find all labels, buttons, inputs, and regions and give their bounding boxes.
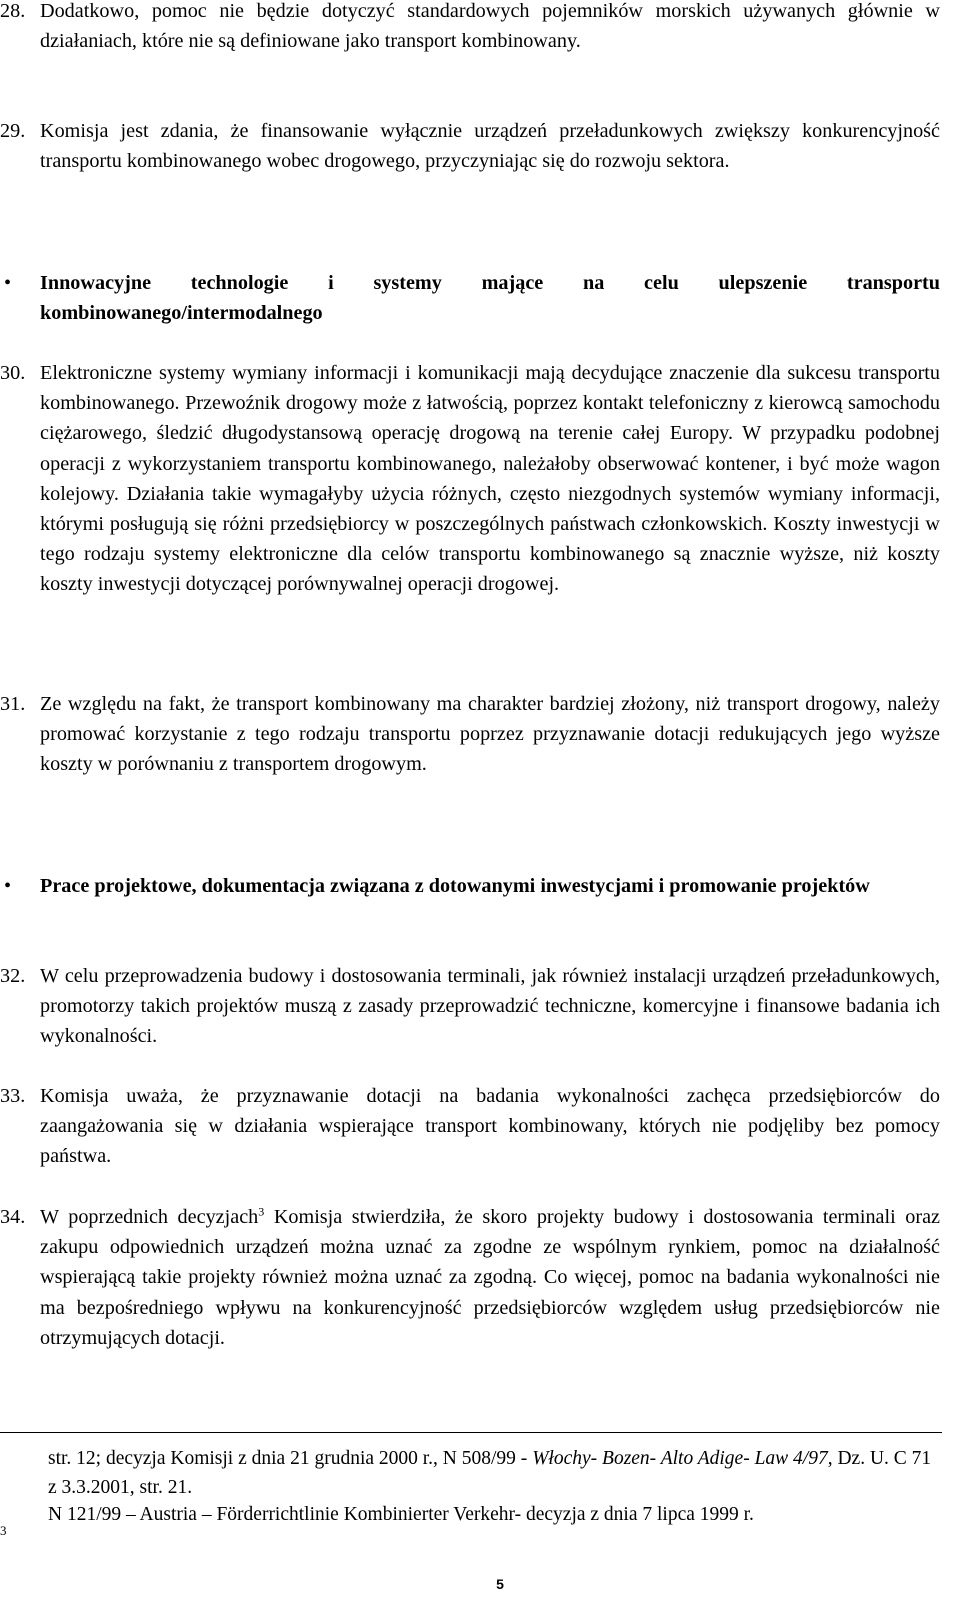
paragraph-number: 33. <box>0 1085 26 1107</box>
paragraph-number: 30. <box>0 362 26 384</box>
paragraph-number: 31. <box>0 693 26 715</box>
paragraph-33 <box>0 1081 940 1172</box>
paragraph-31 <box>0 689 940 780</box>
section-heading-project-work <box>0 871 940 901</box>
paragraph-28 <box>0 0 940 56</box>
footnote-case-title: Włochy- Bozen- Alto Adige- Law 4/97 <box>532 1448 828 1469</box>
paragraph-number: 28. <box>0 0 26 22</box>
footnote-text-start: str. 12; decyzja Komisji z dnia 21 grudnia 2000 r., N 508/99 - <box>48 1448 533 1469</box>
paragraph-text: Ze względu na fakt, że transport kombinowany ma charakter bardziej złożony, niż transport drogowy, należy promować korzystanie z tego rodzaju transportu poprzez przyznawanie dotacji redukujących jego wyższe koszty w porównaniu z transportem drogowym. <box>40 693 940 776</box>
paragraph-text: Komisja uważa, że przyznawanie dotacji na badania wykonalności zachęca przedsiębiorców do zaangażowania się w działania wspierające transport kombinowany, których nie podjęliby bez pomocy państwa. <box>40 1085 940 1168</box>
paragraph-text-end: Komisja stwierdziła, że skoro projekty budowy i dostosowania terminali oraz zakupu odpowiednich urządzeń można uznać za zgodne ze wspólnym rynkiem, pomoc na działalność wspierającą takie projekty również można uznać za zgodną. Co więcej, pomoc na badania wykonalności nie ma bezpośredniego wpływu na konkurencyjność przedsiębiorców względem usług przedsiębiorców nie otrzymujących dotacji. <box>40 1206 941 1349</box>
footnote-continued <box>0 1444 942 1502</box>
paragraph-text: W celu przeprowadzenia budowy i dostosowania terminali, jak również instalacji urządzeń przeładunkowych, promotorzy takich projektów muszą z zasady przeprowadzić techniczne, komercyjne i finansowe badania ich wykonalności. <box>40 965 940 1048</box>
bullet-icon: • <box>4 272 12 294</box>
paragraph-text: Elektroniczne systemy wymiany informacji i komunikacji mają decydujące znaczenie dla sukcesu transportu kombinowanego. Przewoźnik drogowy może z łatwością, poprzez kontakt telefoniczny z kierowcą samochodu ciężarowego, śledzić długodystansową operację drogową na terenie całej Europy. W przypadku podobnej operacji z wykorzystaniem transportu kombinowanego, należałoby obserwować kontener, i być może wagon kolejowy. Działania takie wymagałyby użycia różnych, często niezgodnych systemów wymiany informacji, którymi posługują się różni przedsiębiorcy w poszczególnych państwach członkowskich. Koszty inwestycji w tego rodzaju systemy elektroniczne dla celów transportu kombinowanego są znacznie wyższe, niż koszty koszty inwestycji dotyczącej porównywalnej operacji drogowej. <box>40 362 940 596</box>
footnote-mark: 3 <box>0 1523 7 1538</box>
paragraph-text: Komisja jest zdania, że finansowanie wyłącznie urządzeń przeładunkowych zwiększy konkurencyjność transportu kombinowanego wobec drogowego, przyczyniając się do rozwoju sektora. <box>40 120 940 173</box>
heading-text: Prace projektowe, dokumentacja związana z dotowanymi inwestycjami i promowanie projektów <box>40 875 870 897</box>
footnote-text: N 121/99 – Austria – Förderrichtlinie Kombinierter Verkehr- decyzja z dnia 7 lipca 1999 r. <box>48 1504 754 1525</box>
footnote-text-end: , Dz. U. C 71 z 3.3.2001, str. 21. <box>48 1448 932 1498</box>
footnote-reference[interactable]: 3 <box>258 1204 265 1219</box>
footnote-3 <box>0 1500 942 1538</box>
paragraph-text: Dodatkowo, pomoc nie będzie dotyczyć standardowych pojemników morskich używanych głównie w działaniach, które nie są definiowane jako transport kombinowany. <box>40 0 940 53</box>
paragraph-32 <box>0 961 940 1052</box>
footnote-text <box>48 1444 942 1502</box>
paragraph-text <box>40 1202 940 1353</box>
paragraph-29 <box>0 116 940 176</box>
page-number: 5 <box>496 1576 504 1592</box>
paragraph-30 <box>0 358 940 600</box>
section-heading-innovative-technologies <box>0 268 940 328</box>
paragraph-34 <box>0 1202 940 1353</box>
paragraph-number: 32. <box>0 965 26 987</box>
footnote-separator <box>0 1432 942 1433</box>
paragraph-number: 29. <box>0 120 26 142</box>
paragraph-text-start: W poprzednich decyzjach <box>40 1206 259 1228</box>
paragraph-number: 34. <box>0 1206 26 1228</box>
heading-text: Innowacyjne technologie i systemy mające na celu ulepszenie transportu kombinowanego/intermodalnego <box>40 272 940 325</box>
bullet-icon: • <box>4 875 12 897</box>
